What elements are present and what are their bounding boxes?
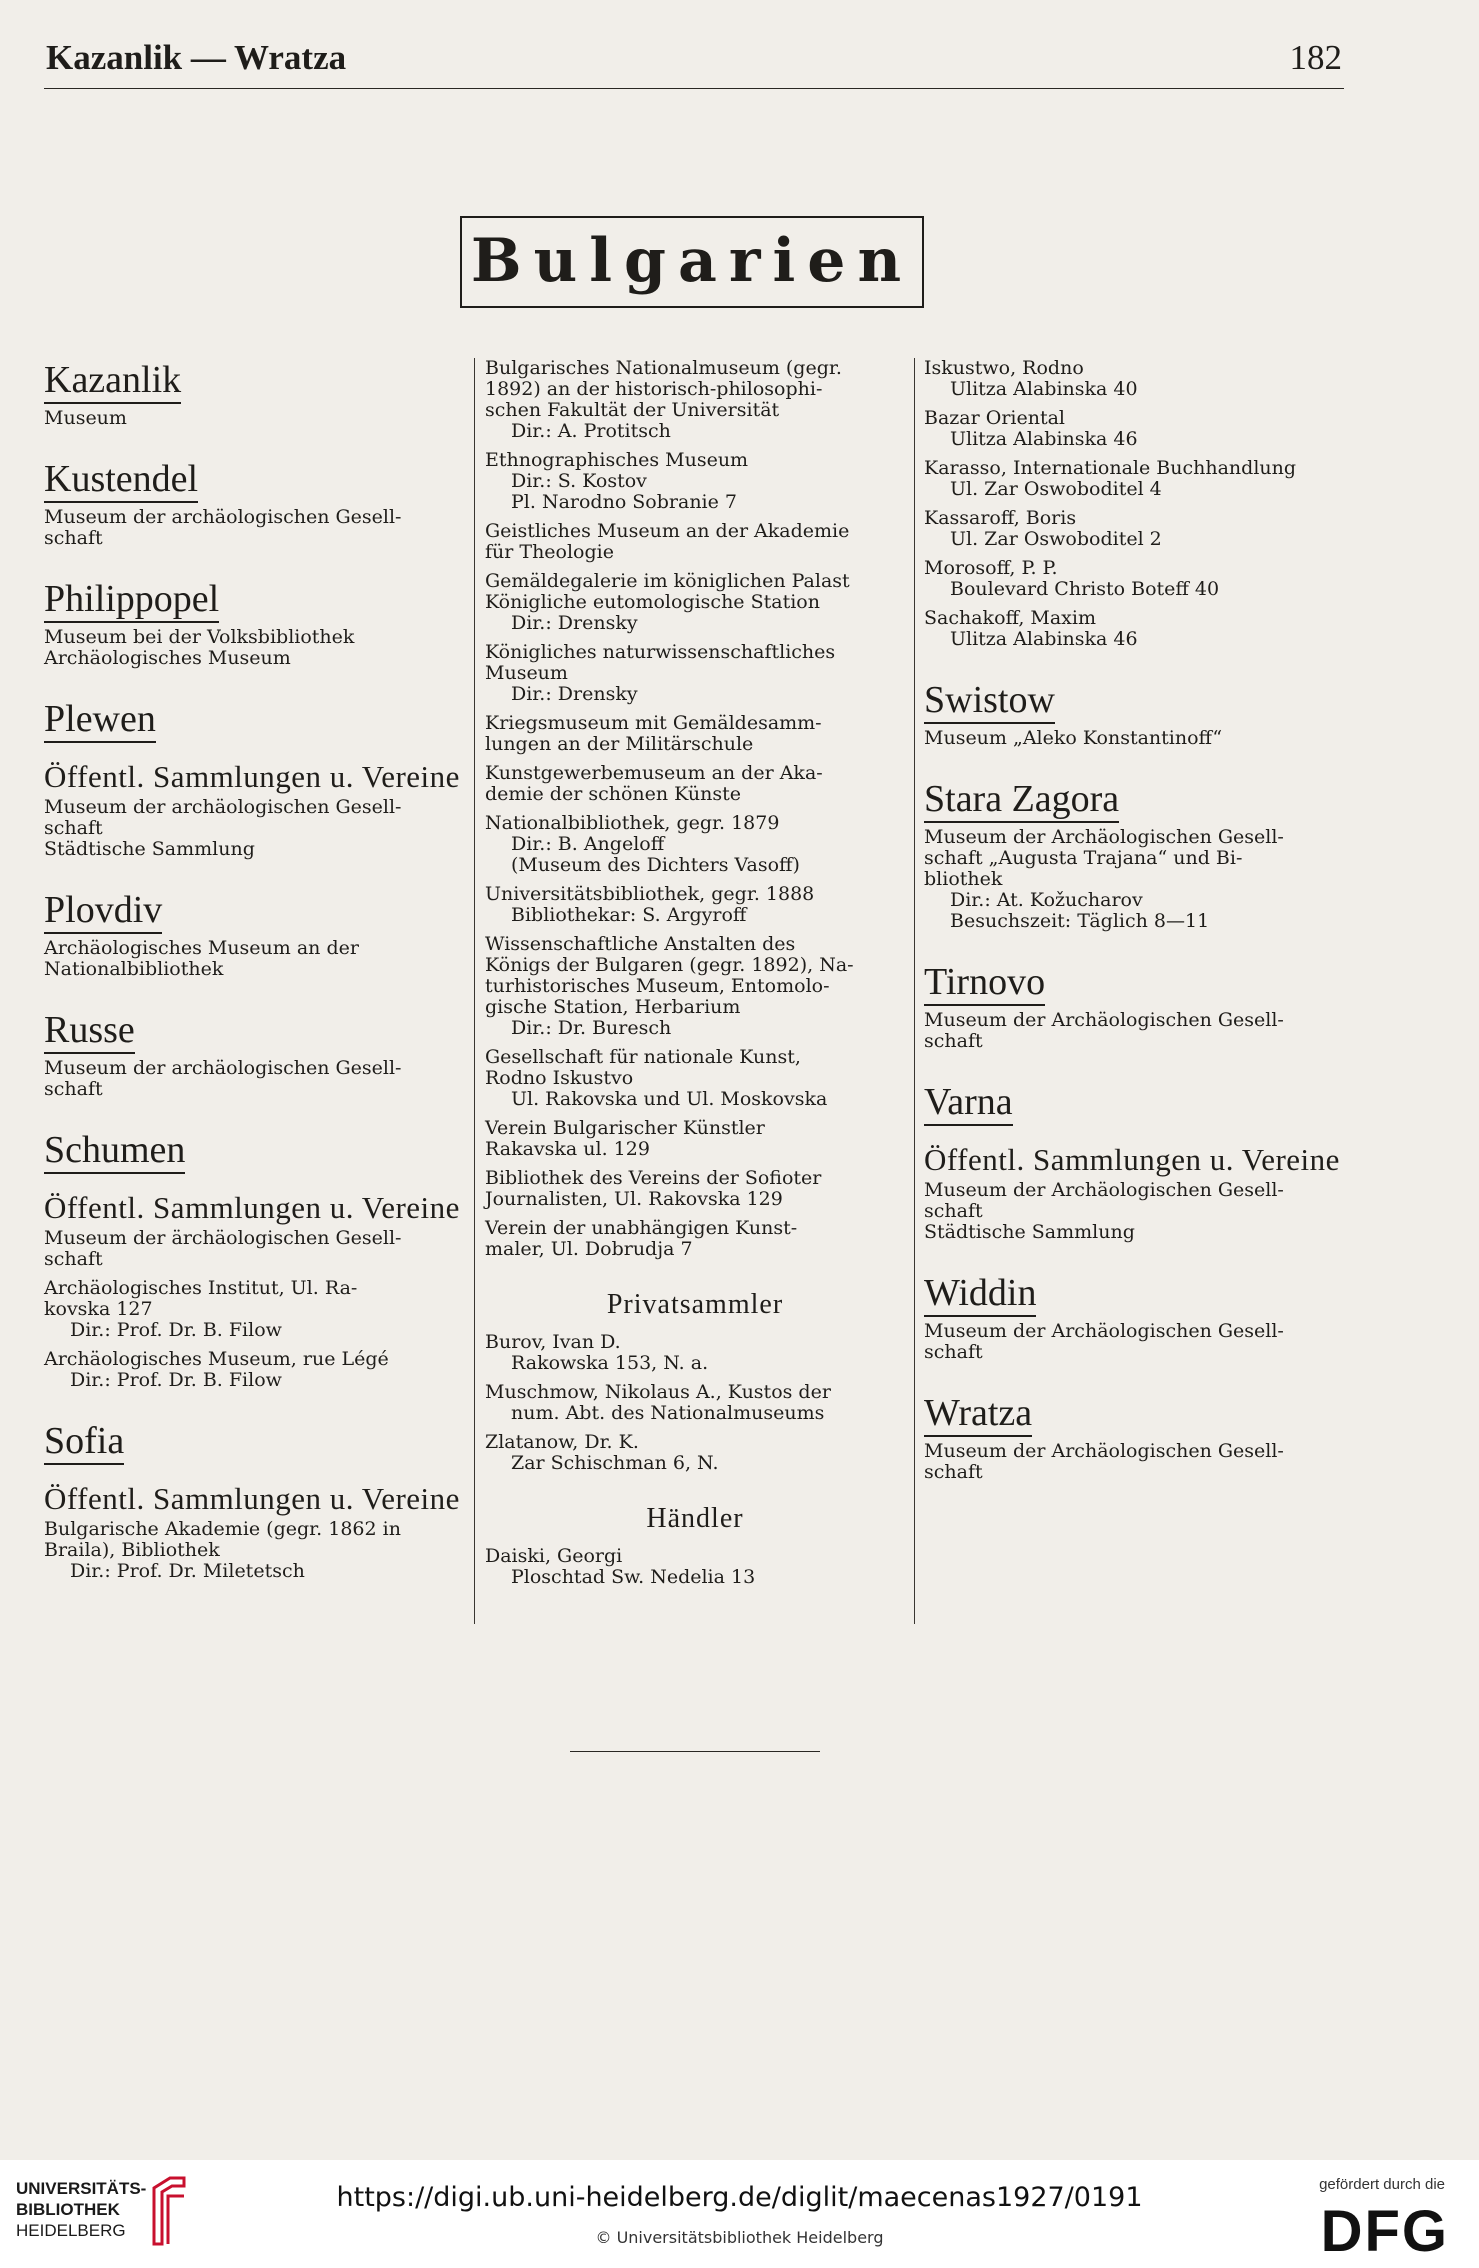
entry-line: schaft „Augusta Trajana“ und Bi-: [924, 847, 1243, 869]
entry-line: demie der schönen Künste: [485, 783, 742, 805]
header-rule: [44, 88, 1344, 89]
entry-line: Museum: [44, 407, 127, 429]
entry-line: Bazar Oriental: [924, 407, 1066, 429]
entry-line: schen Fakultät der Universität: [485, 399, 780, 421]
entry-detail-line: Zar Schischman 6, N.: [511, 1452, 719, 1474]
directory-entry: [44, 507, 462, 549]
directory-entry: [485, 1168, 905, 1210]
running-head: Kazanlik — Wratza: [46, 38, 347, 77]
entry-line: Kunstgewerbemuseum an der Aka-: [485, 762, 823, 784]
entry-line: Königliches naturwissenschaftliches: [485, 641, 836, 663]
entry-line: maler, Ul. Dobrudja 7: [485, 1238, 693, 1260]
entry-line: Burov, Ivan D.: [485, 1331, 621, 1353]
directory-entry: [924, 728, 1346, 749]
directory-entry: [924, 458, 1346, 500]
place-heading: Sofia: [44, 1419, 124, 1465]
entry-line: Kriegsmuseum mit Gemäldesamm-: [485, 712, 822, 734]
entry-line: Archäologisches Museum an der: [44, 937, 359, 959]
entry-line: Verein Bulgarischer Künstler: [485, 1117, 765, 1139]
entry-detail-line: Dir.: Dr. Buresch: [511, 1017, 672, 1039]
directory-entry: [924, 1321, 1346, 1363]
entry-line: Geistliches Museum an der Akademie: [485, 520, 850, 542]
directory-entry: [924, 1441, 1346, 1483]
entry-line: gische Station, Herbarium: [485, 996, 741, 1018]
directory-entry: [924, 1010, 1346, 1052]
section-heading: Öffentl. Sammlungen u. Vereine: [924, 1142, 1340, 1177]
entry-line: Rodno Iskustvo: [485, 1067, 634, 1089]
entry-line: Museum der Archäologischen Gesell-: [924, 826, 1284, 848]
place-heading: Swistow: [924, 678, 1055, 724]
place-heading: Schumen: [44, 1128, 185, 1174]
entry-detail-line: num. Abt. des Nationalmuseums: [511, 1402, 825, 1424]
entry-line: Daiski, Georgi: [485, 1545, 623, 1567]
directory-entry: [924, 558, 1346, 600]
entry-line: bliothek: [924, 868, 1003, 890]
entry-line: Wissenschaftliche Anstalten des: [485, 933, 796, 955]
entry-line: schaft: [44, 527, 103, 549]
entry-line: schaft: [44, 1078, 103, 1100]
entry-detail-line: Dir.: A. Protitsch: [511, 420, 671, 442]
entry-line: Städtische Sammlung: [44, 838, 255, 860]
entry-line: Nationalbibliothek: [44, 958, 224, 980]
column-rule: [914, 358, 915, 1624]
entry-line: Gemäldegalerie im königlichen Palast: [485, 570, 850, 592]
directory-entry: [44, 1058, 462, 1100]
directory-entry: [485, 571, 905, 634]
library-name-line: HEIDELBERG: [16, 2221, 126, 2240]
directory-entry: [485, 521, 905, 563]
entry-detail-line: Dir.: Prof. Dr. B. Filow: [70, 1319, 282, 1341]
directory-entry: [485, 813, 905, 876]
entry-detail-line: Boulevard Christo Boteff 40: [950, 578, 1220, 600]
entry-line: Gesellschaft für nationale Kunst,: [485, 1046, 801, 1068]
entry-line: Bulgarisches Nationalmuseum (gegr.: [485, 357, 842, 379]
directory-entry: [44, 1519, 462, 1582]
entry-line: Museum der Archäologischen Gesell-: [924, 1440, 1284, 1462]
entry-line: Archäologisches Museum, rue Légé: [44, 1348, 389, 1370]
directory-entry: [44, 1228, 462, 1270]
directory-entry: [485, 1332, 905, 1374]
subsection-heading: Privatsammler: [606, 1289, 784, 1320]
entry-detail-line: Dir.: Drensky: [511, 683, 638, 705]
viewer-footer: [0, 2160, 1479, 2268]
entry-line: Museum: [485, 662, 568, 684]
place-heading: Stara Zagora: [924, 777, 1119, 823]
entry-line: Universitätsbibliothek, gegr. 1888: [485, 883, 815, 905]
entry-detail-line: (Museum des Dichters Vasoff): [511, 854, 800, 876]
directory-entry: [924, 508, 1346, 550]
section-heading: Öffentl. Sammlungen u. Vereine: [44, 1190, 460, 1225]
entry-detail-line: Ul. Zar Oswoboditel 2: [950, 528, 1162, 550]
entry-line: Archäologisches Museum: [44, 647, 291, 669]
directory-entry: [924, 408, 1346, 450]
library-name-line: UNIVERSITÄTS-: [16, 2179, 147, 2198]
entry-line: Braila), Bibliothek: [44, 1539, 220, 1561]
entry-line: 1892) an der historisch-philosophi-: [485, 378, 823, 400]
entry-detail-line: Bibliothekar: S. Argyroff: [511, 904, 747, 926]
entry-line: schaft: [924, 1200, 983, 1222]
entry-line: Museum „Aleko Konstantinoff“: [924, 727, 1223, 749]
entry-detail-line: Ul. Zar Oswoboditel 4: [950, 478, 1162, 500]
entry-line: Städtische Sammlung: [924, 1221, 1135, 1243]
directory-entry: [924, 608, 1346, 650]
entry-line: schaft: [44, 817, 103, 839]
directory-entry: [485, 763, 905, 805]
place-heading: Russe: [44, 1008, 135, 1054]
directory-entry: [485, 934, 905, 1039]
directory-entry: [485, 1382, 905, 1424]
directory-entry: [485, 1118, 905, 1160]
place-heading: Philippopel: [44, 577, 219, 623]
entry-line: Königliche eutomologische Station: [485, 591, 820, 613]
entry-line: Museum der Archäologischen Gesell-: [924, 1009, 1284, 1031]
entry-line: schaft: [924, 1461, 983, 1483]
directory-entry: [44, 1349, 462, 1391]
directory-entry: [485, 1047, 905, 1110]
entry-line: Morosoff, P. P.: [924, 557, 1058, 579]
entry-line: Museum bei der Volksbibliothek: [44, 626, 355, 648]
entry-detail-line: Dir.: S. Kostov: [511, 470, 647, 492]
column-right: [924, 358, 1346, 1491]
entry-line: Bulgarische Akademie (gegr. 1862 in: [44, 1518, 401, 1540]
entry-detail-line: Dir.: Drensky: [511, 612, 638, 634]
entry-detail-line: Pl. Narodno Sobranie 7: [511, 491, 738, 513]
entry-line: Museum der ärchäologischen Gesell-: [44, 1227, 402, 1249]
column-rule: [474, 358, 475, 1624]
directory-entry: [485, 713, 905, 755]
entry-detail-line: Ulitza Alabinska 40: [950, 378, 1138, 400]
entry-line: Archäologisches Institut, Ul. Ra-: [44, 1277, 358, 1299]
entry-line: Zlatanow, Dr. K.: [485, 1431, 639, 1453]
entry-line: Verein der unabhängigen Kunst-: [485, 1217, 798, 1239]
directory-entry: [485, 450, 905, 513]
dfg-logo: DFG: [1320, 2199, 1449, 2264]
entry-detail-line: Dir.: B. Angeloff: [511, 833, 665, 855]
entry-line: Journalisten, Ul. Rakovska 129: [485, 1188, 783, 1210]
entry-detail-line: Ulitza Alabinska 46: [950, 428, 1138, 450]
entry-line: Iskustwo, Rodno: [924, 357, 1084, 379]
entry-detail-line: Besuchszeit: Täglich 8—11: [950, 910, 1210, 932]
section-heading: Öffentl. Sammlungen u. Vereine: [44, 1481, 460, 1516]
title-frame: [460, 216, 924, 308]
entry-line: Nationalbibliothek, gegr. 1879: [485, 812, 780, 834]
directory-entry: [44, 938, 462, 980]
place-heading: Tirnovo: [924, 960, 1045, 1006]
funding-note: gefördert durch die: [1319, 2176, 1445, 2193]
directory-entry: [924, 358, 1346, 400]
entry-detail-line: Ul. Rakovska und Ul. Moskovska: [511, 1088, 828, 1110]
place-heading: Widdin: [924, 1271, 1036, 1317]
entry-line: schaft: [44, 1248, 103, 1270]
entry-line: Museum der archäologischen Gesell-: [44, 1057, 402, 1079]
entry-detail-line: Rakowska 153, N. a.: [511, 1352, 709, 1374]
directory-entry: [485, 1432, 905, 1474]
place-heading: Varna: [924, 1080, 1013, 1126]
directory-entry: [485, 884, 905, 926]
entry-line: schaft: [924, 1030, 983, 1052]
entry-line: für Theologie: [485, 541, 614, 563]
entry-line: lungen an der Militärschule: [485, 733, 754, 755]
entry-line: Museum der Archäologischen Gesell-: [924, 1320, 1284, 1342]
entry-line: kovska 127: [44, 1298, 153, 1320]
directory-entry: [485, 1546, 905, 1588]
page-title: Bulgarien: [470, 226, 914, 296]
directory-entry: [44, 1278, 462, 1341]
place-heading: Kazanlik: [44, 358, 181, 404]
directory-entry: [44, 627, 462, 669]
directory-entry: [924, 827, 1346, 932]
page-number: 182: [1289, 38, 1342, 77]
entry-line: Sachakoff, Maxim: [924, 607, 1096, 629]
entry-line: Königs der Bulgaren (gegr. 1892), Na-: [485, 954, 854, 976]
entry-detail-line: Ploschtad Sw. Nedelia 13: [511, 1566, 756, 1588]
entry-line: Bibliothek des Vereins der Sofioter: [485, 1167, 822, 1189]
library-name-line: BIBLIOTHEK: [16, 2200, 120, 2219]
entry-line: turhistorisches Museum, Entomolo-: [485, 975, 830, 997]
section-heading: Öffentl. Sammlungen u. Vereine: [44, 759, 460, 794]
copyright-text: © Universitätsbibliothek Heidelberg: [595, 2228, 884, 2247]
subsection-heading: Händler: [646, 1503, 744, 1534]
entry-line: Rakavska ul. 129: [485, 1138, 650, 1160]
directory-entry: [485, 642, 905, 705]
entry-line: schaft: [924, 1341, 983, 1363]
entry-line: Kassaroff, Boris: [924, 507, 1077, 529]
entry-detail-line: Dir.: Prof. Dr. Miletetsch: [70, 1560, 305, 1582]
directory-entry: [44, 408, 462, 429]
entry-line: Museum der archäologischen Gesell-: [44, 506, 402, 528]
entry-detail-line: Dir.: At. Kožucharov: [950, 889, 1143, 911]
entry-line: Ethnographisches Museum: [485, 449, 749, 471]
directory-entry: [44, 797, 462, 860]
permalink-url[interactable]: https://digi.ub.uni-heidelberg.de/diglit/maecenas1927/0191: [336, 2182, 1143, 2213]
entry-detail-line: Ulitza Alabinska 46: [950, 628, 1138, 650]
end-rule: [570, 1751, 820, 1752]
directory-entry: [485, 1218, 905, 1260]
column-left: [44, 358, 462, 1590]
place-heading: Plewen: [44, 697, 156, 743]
entry-line: Museum der Archäologischen Gesell-: [924, 1179, 1284, 1201]
entry-line: Museum der archäologischen Gesell-: [44, 796, 402, 818]
place-heading: Plovdiv: [44, 888, 162, 934]
place-heading: Kustendel: [44, 457, 198, 503]
column-middle: [485, 358, 905, 1596]
entry-detail-line: Dir.: Prof. Dr. B. Filow: [70, 1369, 282, 1391]
entry-line: Karasso, Internationale Buchhandlung: [924, 457, 1297, 479]
place-heading: Wratza: [924, 1391, 1032, 1437]
directory-entry: [924, 1180, 1346, 1243]
directory-entry: [485, 358, 905, 442]
entry-line: Muschmow, Nikolaus A., Kustos der: [485, 1381, 831, 1403]
